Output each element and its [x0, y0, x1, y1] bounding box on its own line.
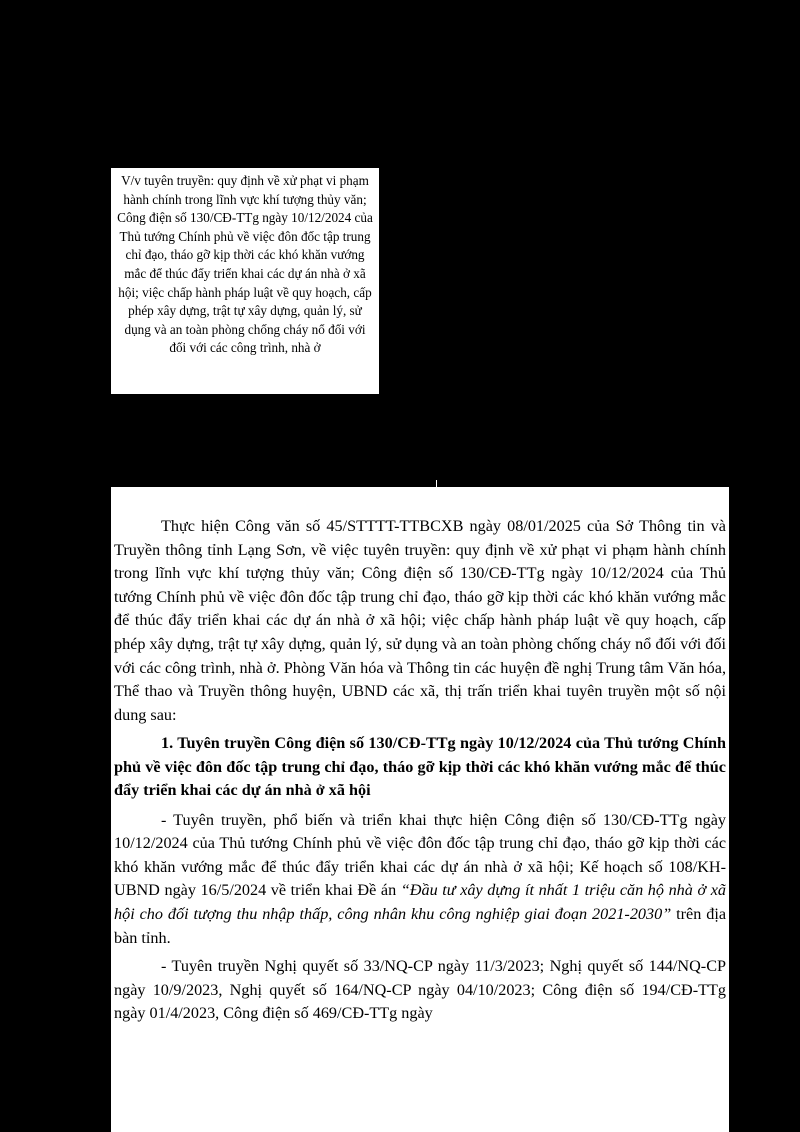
section-1-heading: 1. Tuyên truyền Công điện số 130/CĐ-TTg ngày 10/12/2024 của Thủ tướng Chính phủ về việc đôn đốc tập trung chỉ đạo, tháo gỡ kịp thời các khó khăn vướng mắc để thúc đẩy triển khai các dự án nhà ở xã hội [114, 734, 726, 800]
bullet-1-text-end: trên địa bàn tỉnh. [114, 904, 726, 947]
bullet-1-text-start: - Tuyên truyền, phổ biến và triển khai thực hiện Công điện số 130/CĐ-TTg ngày 10/12/2024 của Thủ tướng Chính phủ về việc đôn đốc tập trung chỉ đạo, tháo gỡ kịp thời các khó khăn vướng mắc để thúc đẩy triển khai các dự án nhà ở xã hội; Kế hoạch số 108/KH-UBND ngày 16/5/2024 về triển khai Đề án [114, 810, 726, 900]
document-body [111, 487, 729, 1132]
bullet-1-project-name: “Đầu tư xây dựng ít nhất 1 triệu căn hộ nhà ở xã hội cho đối tượng thu nhập thấp, công nhân khu công nghiệp giai đoạn 2021-2030” [114, 881, 726, 923]
bullet-paragraph-1 [114, 809, 726, 951]
bullet-paragraph-2: - Tuyên truyền Nghị quyết số 33/NQ-CP ngày 11/3/2023; Nghị quyết số 144/NQ-CP ngày 10/9/2023, Nghị quyết số 164/NQ-CP ngày 04/10/2023; Công điện số 194/CĐ-TTg ngày 01/4/2023, Công điện số 469/CĐ-TTg ngày [114, 957, 726, 1023]
page-marker [436, 480, 437, 487]
intro-paragraph: Thực hiện Công văn số 45/STTTT-TTBCXB ngày 08/01/2025 của Sở Thông tin và Truyền thông tỉnh Lạng Sơn, về việc tuyên truyền: quy định về xử phạt vi phạm hành chính trong lĩnh vực khí tượng thủy văn; Công điện số 130/CĐ-TTg ngày 10/12/2024 của Thủ tướng Chính phủ về việc đôn đốc tập trung chỉ đạo, tháo gỡ kịp thời các khó khăn vướng mắc để thúc đẩy triển khai các dự án nhà ở xã hội; việc chấp hành pháp luật về quy hoạch, cấp phép xây dựng, trật tự xây dựng, quản lý, sử dụng và an toàn phòng chống cháy nổ đối với đối với các công trình, nhà ở. Phòng Văn hóa và Thông tin các huyện đề nghị Trung tâm Văn hóa, Thể thao và Truyền thông huyện, UBND các xã, thị trấn triển khai tuyên truyền một số nội dung sau: [114, 517, 726, 724]
subject-text: V/v tuyên truyền: quy định về xử phạt vi phạm hành chính trong lĩnh vực khí tượng thủy văn; Công điện số 130/CĐ-TTg ngày 10/12/2024 của Thủ tướng Chính phủ về việc đôn đốc tập trung chỉ đạo, tháo gỡ kịp thời các khó khăn vướng mắc để thúc đẩy triển khai các dự án nhà ở xã hội; việc chấp hành pháp luật về quy hoạch, cấp phép xây dựng, trật tự xây dựng, quản lý, sử dụng và an toàn phòng chống cháy nổ đối với đối với các công trình, nhà ở [117, 173, 373, 356]
subject-excerpt-box [111, 168, 379, 394]
